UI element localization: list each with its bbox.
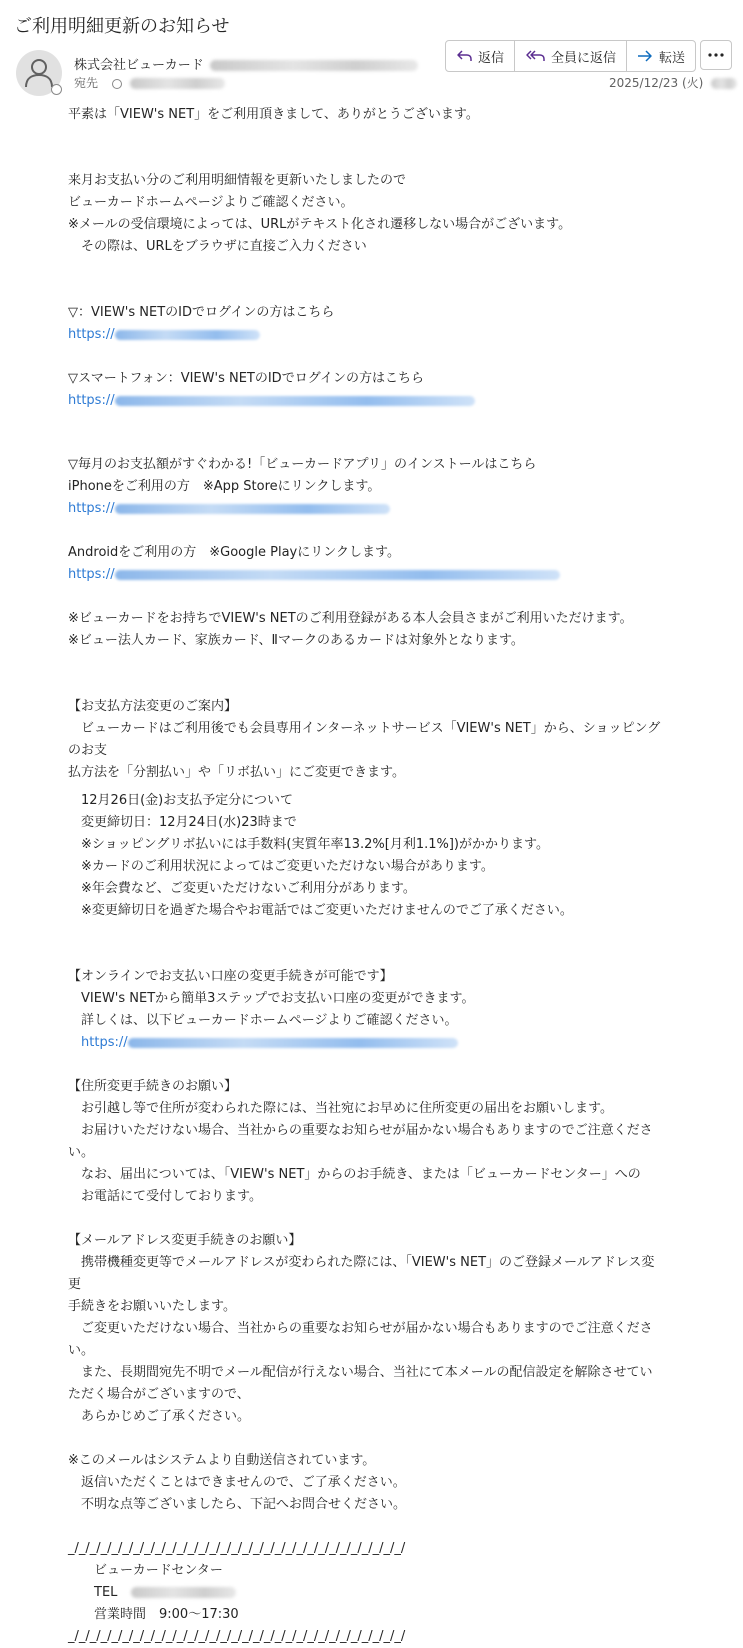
body-line: 払方法を「分割払い」や「リボ払い」にご変更できます。 [68, 765, 405, 780]
recipient-line [74, 74, 225, 91]
person-icon [25, 58, 53, 88]
body-line: お届けいただけない場合、当社からの重要なお知らせが届かない場合もありますのでご注意くださ [68, 1123, 653, 1138]
body-line: 来月お支払い分のご利用明細情報を更新いたしましたので [68, 173, 407, 188]
link-prefix: https:// [68, 393, 115, 408]
body-line: ビューカードホームページよりご確認ください。 [68, 195, 354, 210]
email-subject: ご利用明細更新のお知らせ [14, 16, 230, 37]
section-heading: 【オンラインでお支払い口座の変更手続きが可能です】 [68, 969, 393, 984]
body-line: い。 [68, 1145, 95, 1160]
redacted-url [128, 1038, 458, 1048]
body-line: 携帯機種変更等でメールアドレスが変わられた際には、「VIEW's NET」のご登録メールアドレス変更 [68, 1255, 655, 1292]
body-line: iPhoneをご利用の方 ※App Storeにリンクします。 [68, 479, 381, 494]
tel-label: TEL [68, 1585, 118, 1600]
body-line: ※メールの受信環境によっては、URLがテキスト化され遷移しない場合がございます。 [68, 217, 572, 232]
body-line: 12月26日(金)お支払予定分について [68, 793, 293, 808]
recipient-icon [112, 79, 122, 89]
forward-button[interactable] [627, 41, 695, 71]
body-line: ※カードのご利用状況によってはご変更いただけない場合があります。 [68, 859, 494, 874]
link-prefix: https:// [68, 501, 115, 516]
body-line: お電話にて受付しております。 [68, 1189, 262, 1204]
body-line: ▽毎月のお支払額がすぐわかる!「ビューカードアプリ」のインストールはこちら [68, 457, 537, 472]
message-actions-toolbar [445, 40, 696, 72]
section-heading: 【住所変更手続きのお願い】 [68, 1079, 238, 1094]
body-line: あらかじめご了承ください。 [68, 1409, 251, 1424]
link-prefix: https:// [68, 327, 115, 342]
to-label: 宛先 [74, 76, 99, 90]
sender-name[interactable]: 株式会社ビューカード [74, 58, 204, 73]
body-line: VIEW's NETから簡単3ステップでお支払い口座の変更ができます。 [68, 991, 475, 1006]
redacted-phone [131, 1587, 236, 1598]
section-heading: 【メールアドレス変更手続きのお願い】 [68, 1233, 302, 1248]
reply-icon [456, 49, 472, 63]
presence-status-icon [51, 84, 62, 95]
redacted-time [711, 78, 737, 89]
body-line: い。 [68, 1343, 95, 1358]
link-prefix: https:// [68, 567, 115, 582]
date-line [609, 74, 737, 91]
redacted-url [115, 330, 260, 340]
redacted-sender-address [210, 60, 418, 71]
body-line: ※ショッピングリボ払いには手数料(実質年率13.2%[月利1.1%])がかかります。 [68, 837, 549, 852]
body-line: ビューカードはご利用後でも会員専用インターネットサービス「VIEW's NET」から、ショッピングのお支 [68, 721, 661, 758]
body-line: ※年会費など、ご変更いただけないご利用分があります。 [68, 881, 416, 896]
body-line: なお、届出については、「VIEW's NET」からのお手続き、または「ビューカードセンター」への [68, 1167, 641, 1182]
section-heading: 【お支払方法変更のご案内】 [68, 699, 238, 714]
body-line: お引越し等で住所が変わられた際には、当社宛にお早めに住所変更の届出をお願いします。 [68, 1101, 613, 1116]
google-play-link[interactable] [68, 564, 663, 586]
body-line: また、長期間宛先不明でメール配信が行えない場合、当社にて本メールの配信設定を解除させてい [68, 1365, 653, 1380]
smartphone-login-link[interactable] [68, 390, 663, 412]
body-line: 返信いただくことはできませんので、ご了承ください。 [68, 1475, 406, 1490]
reply-all-button[interactable] [515, 41, 627, 71]
app-store-link[interactable] [68, 498, 663, 520]
body-line: ただく場合がございますので、 [68, 1387, 250, 1402]
view-login-link[interactable] [68, 324, 663, 346]
forward-label: 転送 [659, 50, 686, 66]
signature-tel [68, 1582, 663, 1604]
body-line: Androidをご利用の方 ※Google Playにリンクします。 [68, 545, 400, 560]
body-line: ※ビューカードをお持ちでVIEW's NETのご利用登録がある本人会員さまがご利用いただけます。 [68, 611, 633, 626]
forward-arrow-icon [637, 49, 653, 63]
reply-label: 返信 [478, 50, 505, 66]
signature-center: ビューカードセンター [68, 1563, 223, 1578]
more-actions-button[interactable] [700, 40, 732, 70]
signature-divider: _/_/_/_/_/_/_/_/_/_/_/_/_/_/_/_/_/_/_/_/_/_/_/_/_/_/_/_/_/_/_/ [68, 1629, 406, 1644]
redacted-recipient[interactable] [130, 78, 225, 89]
body-line: ※変更締切日を過ぎた場合やお電話ではご変更いただけませんのでご了承ください。 [68, 903, 573, 918]
reply-all-label: 全員に返信 [551, 50, 617, 66]
redacted-url [115, 570, 560, 580]
more-options-icon [708, 53, 724, 57]
body-line: ▽：VIEW's NETのIDでログインの方はこちら [68, 305, 335, 320]
sender-line[interactable] [74, 54, 418, 73]
reply-all-icon [525, 49, 545, 63]
redacted-url [115, 396, 475, 406]
reply-button[interactable] [446, 41, 515, 71]
body-line: 手続きをお願いいたします。 [68, 1299, 236, 1314]
body-line: ※ビュー法人カード、家族カード、Ⅱマークのあるカードは対象外となります。 [68, 633, 524, 648]
body-line: 平素は「VIEW's NET」をご利用頂きまして、ありがとうございます。 [68, 107, 479, 122]
sent-date: 2025/12/23 (火) [609, 76, 704, 90]
signature-divider: _/_/_/_/_/_/_/_/_/_/_/_/_/_/_/_/_/_/_/_/_/_/_/_/_/_/_/_/_/_/_/ [68, 1541, 406, 1556]
body-line: 不明な点等ございましたら、下記へお問合せください。 [68, 1497, 407, 1512]
redacted-url [115, 504, 390, 514]
body-line: 変更締切日：12月24日(水)23時まで [68, 815, 297, 830]
body-line: ▽スマートフォン：VIEW's NETのIDでログインの方はこちら [68, 371, 425, 386]
signature-hours: 営業時間 9:00〜17:30 [68, 1607, 239, 1622]
email-body [68, 104, 663, 1648]
body-line: 詳しくは、以下ビューカードホームページよりご確認ください。 [68, 1013, 458, 1028]
body-line: ※このメールはシステムより自動送信されています。 [68, 1453, 376, 1468]
body-line: ご変更いただけない場合、当社からの重要なお知らせが届かない場合もありますのでご注意くださ [68, 1321, 653, 1336]
body-line: その際は、URLをブラウザに直接ご入力ください [68, 239, 367, 254]
link-prefix: https:// [81, 1035, 128, 1050]
account-change-link[interactable] [68, 1032, 663, 1054]
